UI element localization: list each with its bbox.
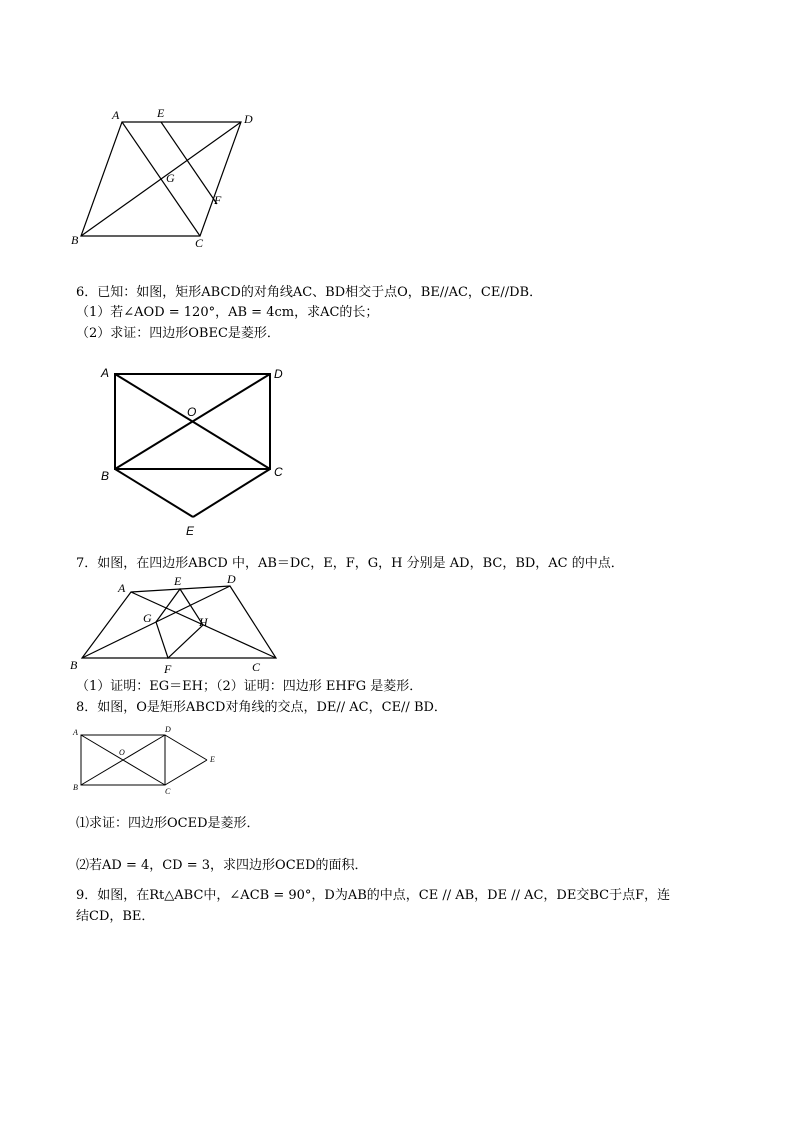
problem8-part1: ⑴求证：四边形OCED是菱形． — [76, 816, 260, 831]
label-d: D — [227, 572, 236, 586]
label-e: E — [174, 574, 182, 588]
label-o: O — [187, 405, 197, 419]
label-g: G — [143, 611, 152, 625]
label-b: B — [71, 233, 79, 247]
label-e: E — [186, 524, 195, 538]
problem6-stem: 6．已知：如图，矩形ABCD的对角线AC、BD相交于点O，BE//AC，CE//DB． — [76, 285, 543, 300]
label-a: A — [118, 581, 126, 595]
label-o: O — [119, 748, 125, 757]
problem8-part2: ⑵若AD = 4，CD = 3，求四边形OCED的面积． — [76, 858, 368, 873]
label-e: E — [157, 106, 165, 120]
label-d: D — [165, 725, 171, 734]
label-d: D — [274, 367, 283, 381]
label-d: D — [244, 112, 253, 126]
label-b: B — [101, 469, 110, 483]
problem9-line2: 结CD，BE． — [76, 909, 155, 924]
label-c: C — [274, 465, 283, 479]
label-e: E — [210, 755, 215, 764]
problem9-line1: 9．如图，在Rt△ABC中，∠ACB = 90°，D为AB的中点，CE // AB，DE // AC，DE交BC于点F，连 — [76, 888, 671, 903]
label-c: C — [195, 236, 204, 250]
label-a: A — [112, 108, 120, 122]
label-a: A — [73, 728, 78, 737]
problem6-part2: （2）求证：四边形OBEC是菱形． — [76, 326, 280, 341]
label-h: H — [199, 615, 208, 629]
problem7-parts: （1）证明：EG＝EH；（2）证明：四边形 EHFG 是菱形． — [76, 679, 423, 694]
label-b: B — [70, 658, 78, 672]
label-c: C — [252, 660, 261, 674]
problem7-stem: 7．如图，在四边形ABCD 中，AB＝DC，E，F，G，H 分别是 AD，BC，BD，AC 的中点． — [76, 556, 624, 571]
segment-de — [165, 735, 207, 760]
label-f: F — [214, 193, 222, 207]
segment-ce — [165, 760, 207, 785]
label-c: C — [165, 787, 171, 796]
label-a: A — [101, 366, 110, 380]
label-b: B — [73, 783, 78, 792]
label-g: G — [166, 171, 175, 185]
label-f: F — [164, 662, 172, 676]
problem6-part1: （1）若∠AOD = 120°，AB = 4cm，求AC的长； — [76, 305, 379, 320]
problem8-stem: 8．如图，O是矩形ABCD对角线的交点，DE// AC，CE// BD． — [76, 700, 447, 715]
